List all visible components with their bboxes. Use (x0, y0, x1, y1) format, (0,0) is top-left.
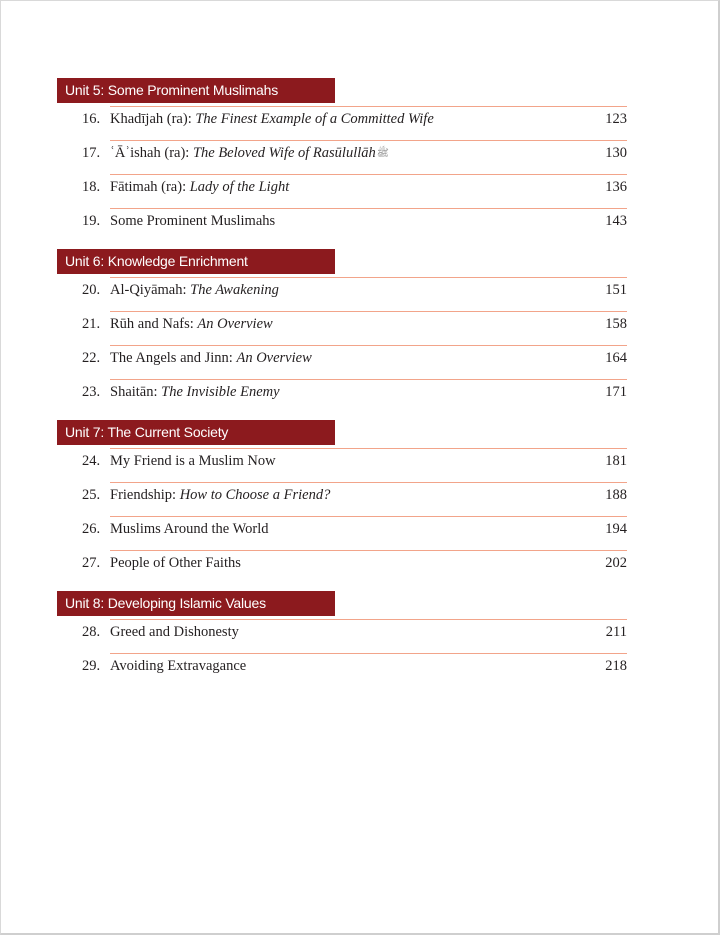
chapter-number: 29. (82, 658, 101, 674)
toc-entry[interactable] (0, 137, 720, 171)
unit-section-6 (0, 249, 720, 410)
salawat-glyph-icon: ﷺ (376, 148, 389, 159)
chapter-number: 24. (82, 453, 101, 469)
chapter-number: 25. (82, 487, 101, 503)
unit-section-5 (0, 78, 720, 239)
toc-entry[interactable] (0, 616, 720, 650)
unit-section-7 (0, 420, 720, 581)
chapter-number: 17. (82, 145, 101, 161)
chapter-title: Khadījah (ra): The Finest Example of a Committed Wife (110, 111, 434, 127)
page-number: 158 (605, 316, 627, 332)
toc-entry[interactable] (0, 513, 720, 547)
divider (110, 311, 627, 312)
chapter-title: The Angels and Jinn: An Overview (110, 350, 312, 366)
divider (110, 550, 627, 551)
chapter-title: Some Prominent Muslimahs (110, 213, 276, 229)
chapter-title: Muslims Around the World (110, 521, 269, 537)
table-of-contents (0, 78, 720, 694)
page-number: 211 (605, 624, 627, 640)
chapter-number: 27. (82, 555, 101, 571)
chapter-title: Avoiding Extravagance (110, 658, 247, 674)
toc-entry[interactable] (0, 308, 720, 342)
page-number: 136 (605, 179, 627, 195)
chapter-number: 16. (82, 111, 101, 127)
chapter-number: 26. (82, 521, 101, 537)
chapter-title: My Friend is a Muslim Now (110, 453, 276, 469)
divider (110, 379, 627, 380)
page-number: 143 (605, 213, 627, 229)
chapter-title: People of Other Faiths (110, 555, 241, 571)
unit-header: Unit 6: Knowledge Enrichment (57, 249, 335, 274)
chapter-number: 20. (82, 282, 101, 298)
page-number: 218 (605, 658, 627, 674)
divider (110, 140, 627, 141)
page-number: 123 (605, 111, 627, 127)
chapter-number: 28. (82, 624, 101, 640)
divider (110, 345, 627, 346)
unit-header: Unit 7: The Current Society (57, 420, 335, 445)
chapter-number: 23. (82, 384, 101, 400)
toc-entry[interactable] (0, 547, 720, 581)
toc-entry[interactable] (0, 479, 720, 513)
page-number: 194 (605, 521, 627, 537)
page-number: 202 (605, 555, 627, 571)
toc-entry[interactable] (0, 376, 720, 410)
divider (110, 619, 627, 620)
divider (110, 516, 627, 517)
page-number: 171 (605, 384, 627, 400)
unit-header: Unit 8: Developing Islamic Values (57, 591, 335, 616)
toc-entry[interactable] (0, 342, 720, 376)
page-number: 181 (605, 453, 627, 469)
page-number: 188 (605, 487, 627, 503)
chapter-title: Fātimah (ra): Lady of the Light (110, 179, 290, 195)
toc-entry[interactable] (0, 445, 720, 479)
unit-section-8 (0, 591, 720, 684)
divider (110, 277, 627, 278)
chapter-title: Shaitān: The Invisible Enemy (110, 384, 280, 400)
chapter-title: Friendship: How to Choose a Friend? (110, 487, 331, 503)
toc-entry[interactable] (0, 171, 720, 205)
chapter-title: Rūh and Nafs: An Overview (110, 316, 273, 332)
toc-entry[interactable] (0, 650, 720, 684)
unit-header: Unit 5: Some Prominent Muslimahs (57, 78, 335, 103)
divider (110, 208, 627, 209)
page-number: 164 (605, 350, 627, 366)
page-number: 130 (605, 145, 627, 161)
toc-entry[interactable] (0, 274, 720, 308)
divider (110, 482, 627, 483)
chapter-title: Al-Qiyāmah: The Awakening (110, 282, 279, 298)
toc-entry[interactable] (0, 103, 720, 137)
chapter-title: ʿĀʾishah (ra): The Beloved Wife of Rasūlullāhﷺ (110, 145, 389, 161)
divider (110, 106, 627, 107)
divider (110, 174, 627, 175)
chapter-number: 22. (82, 350, 101, 366)
divider (110, 448, 627, 449)
chapter-number: 19. (82, 213, 101, 229)
chapter-number: 18. (82, 179, 101, 195)
page-number: 151 (605, 282, 627, 298)
toc-entry[interactable] (0, 205, 720, 239)
divider (110, 653, 627, 654)
chapter-number: 21. (82, 316, 101, 332)
chapter-title: Greed and Dishonesty (110, 624, 239, 640)
